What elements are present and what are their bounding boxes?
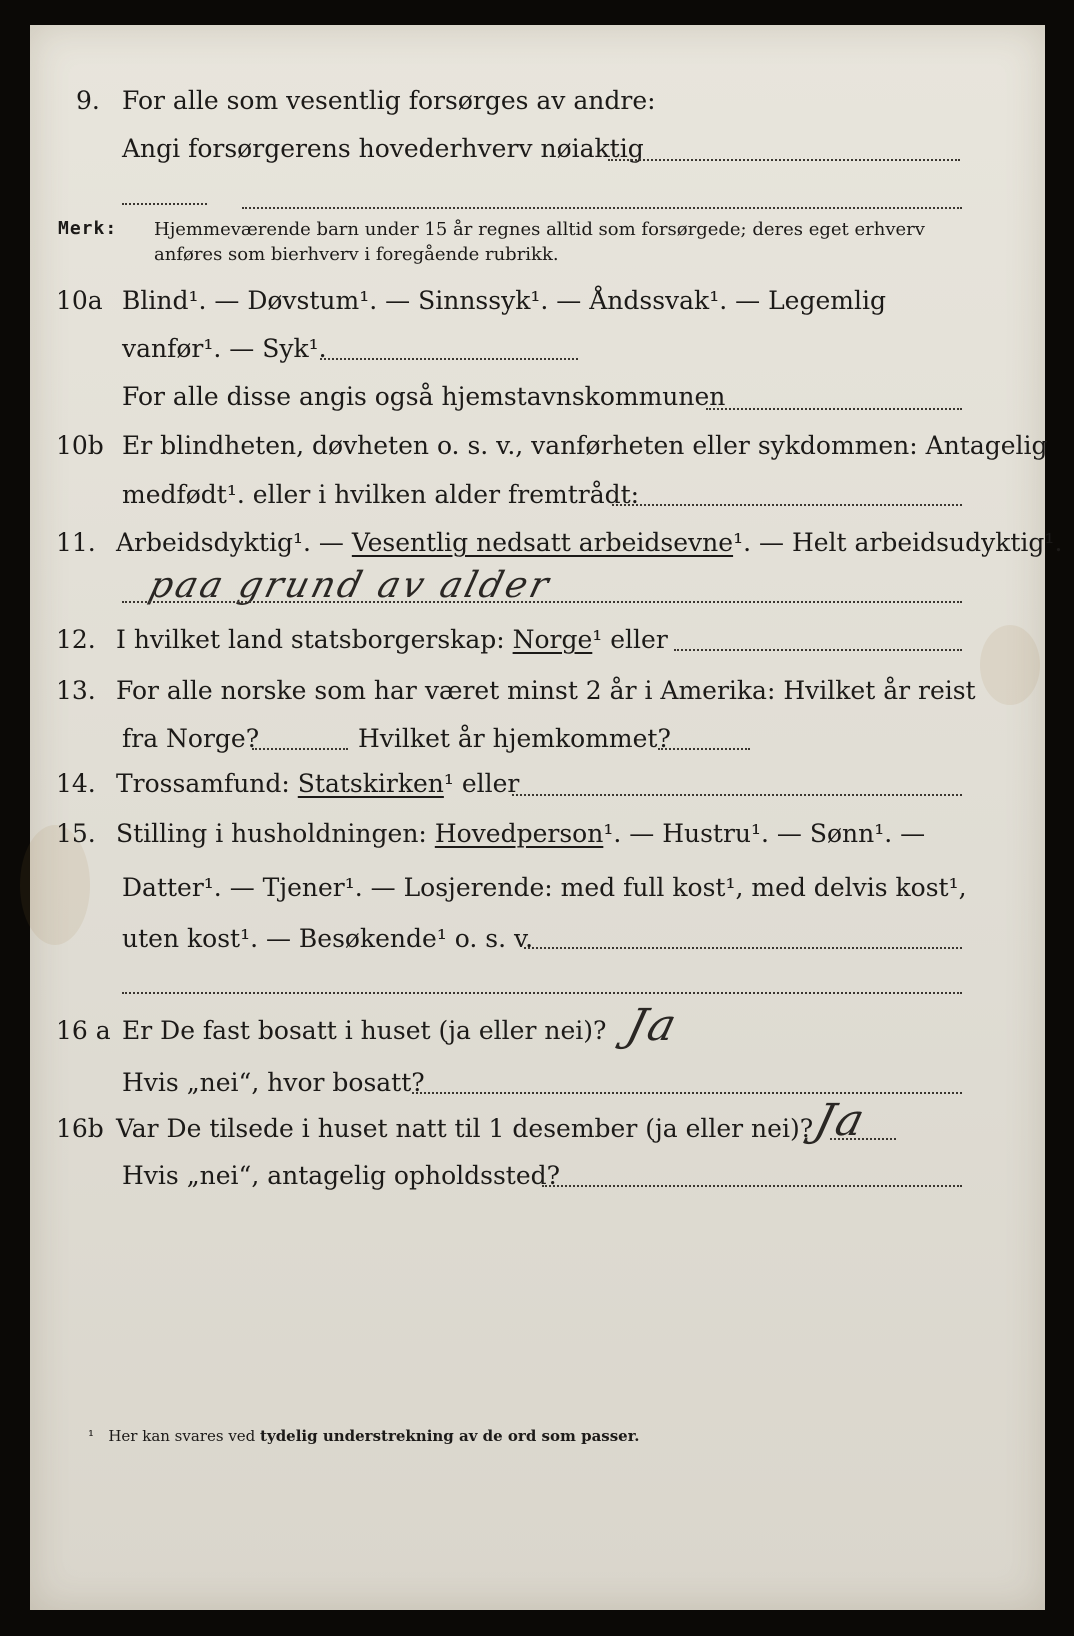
q13-reist-line: [252, 748, 348, 750]
q9-answer-line: [608, 159, 960, 161]
q9-line-2: Angi forsørgerens hovederhverv nøiaktig: [122, 134, 644, 163]
q15-line-1: [116, 816, 925, 852]
merk-line-1: Hjemmeværende barn under 15 år regnes alltid som forsørgede; deres eget erhverv: [154, 219, 925, 240]
q15-number: 15.: [56, 819, 96, 848]
q16a-line-2: Hvis „nei“, hvor bosatt?: [122, 1068, 425, 1097]
q9-answer-line-2b: [242, 207, 962, 209]
footnote: [88, 1427, 639, 1445]
q14-number: 14.: [56, 769, 96, 798]
q16a-answer-line: [412, 1092, 962, 1094]
q16b-answer-line: [542, 1185, 962, 1187]
q12-option-underlined: Norge: [512, 625, 593, 654]
q10b-number: 10b: [56, 431, 104, 460]
q13-hjemkommet-line: [658, 748, 750, 750]
q12-question: I hvilket land statsborgerskap:: [116, 625, 513, 654]
q10b-answer-line: [612, 504, 962, 506]
q16b-line-2: Hvis „nei“, antagelig opholdssted?: [122, 1161, 561, 1190]
footnote-mark: ¹: [88, 1427, 95, 1445]
q16b-handwritten-answer: Ja: [809, 1095, 873, 1146]
q12-answer-line: [674, 649, 962, 651]
q16b-answer-line-short: [830, 1138, 896, 1140]
q16b-number: 16b: [56, 1114, 104, 1143]
footnote-bold-text: tydelig understrekning av de ord som passer.: [260, 1427, 640, 1445]
q15-answer-line: [524, 947, 962, 949]
q16a-handwritten-answer: Ja: [621, 1000, 685, 1051]
q10b-line-1: Er blindheten, døvheten o. s. v., vanførheten eller sykdommen: Antagelig: [122, 431, 1048, 460]
q10a-home-line: [706, 408, 962, 410]
q10a-line-2: vanfør¹. — Syk¹.: [122, 334, 327, 363]
q10a-answer-line: [320, 358, 578, 360]
q10a-number: 10a: [56, 286, 103, 315]
q11-option-3: ¹. — Helt arbeidsudyktig¹.: [733, 528, 1063, 557]
q12-option-other: ¹ eller: [592, 625, 668, 654]
q14-option-underlined: Statskirken: [297, 769, 444, 798]
q11-answer-line: [122, 601, 962, 603]
q10a-line-1: Blind¹. — Døvstum¹. — Sinnssyk¹. — Åndssvak¹. — Legemlig: [122, 286, 886, 315]
q9-number: 9.: [76, 86, 100, 115]
form-page: [30, 25, 1063, 1610]
q11-option-underlined: Vesentlig nedsatt arbeidsevne: [351, 528, 734, 557]
merk-label: Merk:: [58, 218, 118, 239]
q13-line-2a: fra Norge?: [122, 724, 260, 753]
q13-line-2b: Hvilket år hjemkommet?: [358, 724, 671, 753]
q11-option-1: Arbeidsdyktig¹. —: [116, 528, 352, 557]
q11-handwritten-answer: paa grund av alder: [144, 565, 556, 606]
q15-options-rest: ¹. — Hustru¹. — Sønn¹. —: [603, 819, 926, 848]
q10a-line-3: For alle disse angis også hjemstavnskommunen: [122, 382, 726, 411]
q12-number: 12.: [56, 625, 96, 654]
q15-option-underlined: Hovedperson: [434, 819, 604, 848]
q16a-line-1: Er De fast bosatt i huset (ja eller nei)?: [122, 1016, 607, 1045]
q12-line: [116, 622, 668, 658]
q13-number: 13.: [56, 676, 96, 705]
paper-stain: [980, 625, 1040, 705]
q13-line-1: For alle norske som har været minst 2 år i Amerika: Hvilket år reist: [116, 676, 976, 705]
q14-answer-line: [512, 794, 962, 796]
q11-number: 11.: [56, 528, 96, 557]
q14-question: Trossamfund:: [116, 769, 298, 798]
q16a-number: 16 a: [56, 1016, 111, 1045]
q15-line-2: Datter¹. — Tjener¹. — Losjerende: med full kost¹, med delvis kost¹,: [122, 873, 967, 902]
q14-line: [116, 766, 519, 802]
q9-line-1: For alle som vesentlig forsørges av andre:: [122, 86, 656, 115]
footnote-text: Her kan svares ved: [108, 1427, 261, 1445]
q10b-line-2: medfødt¹. eller i hvilken alder fremtrådt:: [122, 480, 640, 509]
q15-answer-line-2: [122, 992, 962, 994]
q16b-line-1: Var De tilsede i huset natt til 1 desember (ja eller nei)?: [116, 1114, 814, 1143]
q14-option-other: ¹ eller: [443, 769, 520, 798]
q15-line-3: uten kost¹. — Besøkende¹ o. s. v.: [122, 924, 534, 953]
q9-answer-line-2a: [122, 203, 207, 205]
merk-line-2: anføres som bierhverv i foregående rubrikk.: [154, 244, 559, 265]
q11-line-1: [116, 525, 1062, 561]
q15-question: Stilling i husholdningen:: [116, 819, 435, 848]
